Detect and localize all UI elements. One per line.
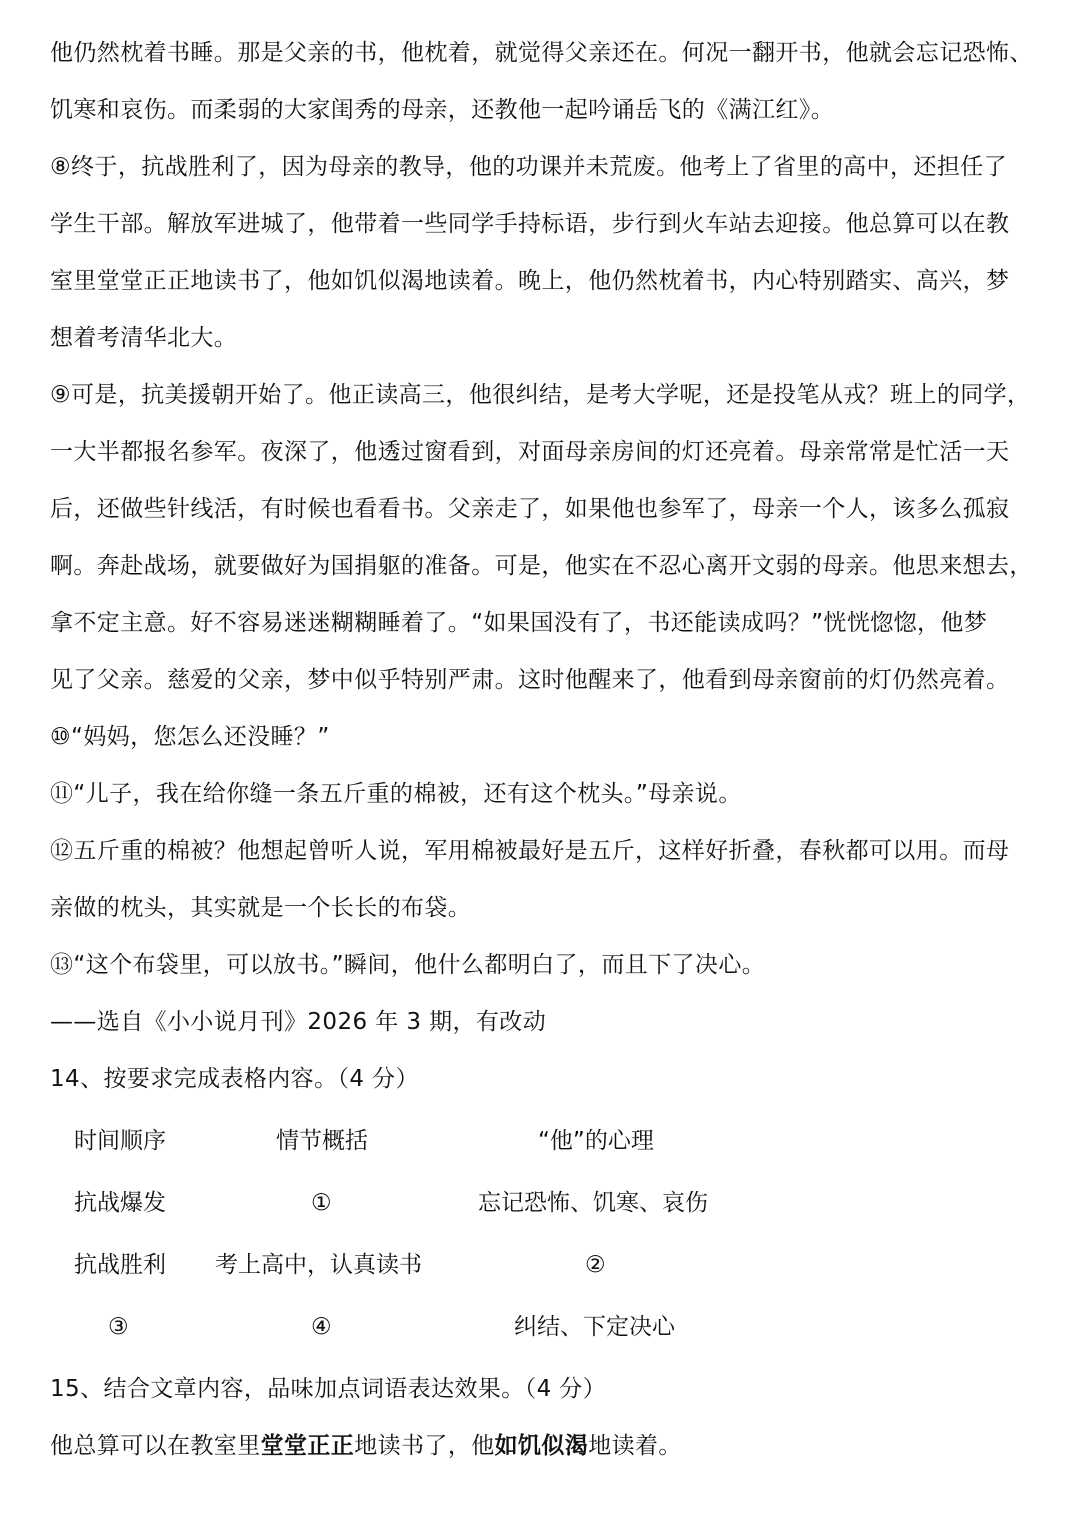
table-header: “他”的心理 xyxy=(538,1128,654,1154)
table-cell: ③ xyxy=(108,1314,129,1340)
passage-line: 学生干部。解放军进城了，他带着一些同学手持标语，步行到火车站去迎接。他总算可以在教 xyxy=(50,211,1010,237)
table-header: 时间顺序 xyxy=(74,1128,166,1154)
question-14-title: 14、按要求完成表格内容。（4 分） xyxy=(50,1066,419,1092)
table-cell: ① xyxy=(311,1190,332,1216)
emphasized-word: 如饥似渴 xyxy=(494,1433,589,1459)
sentence-text: 地读书了，他 xyxy=(354,1433,495,1459)
table-cell: 忘记恐怖、饥寒、哀伤 xyxy=(478,1190,708,1216)
paragraph-10: ⑩“妈妈，您怎么还没睡？” xyxy=(50,724,330,750)
sentence-text: 他总算可以在教室里 xyxy=(50,1433,261,1459)
emphasized-word: 堂堂正正 xyxy=(260,1433,355,1459)
passage-line: 他仍然枕着书睡。那是父亲的书，他枕着，就觉得父亲还在。何况一翻开书，他就会忘记恐怖、 xyxy=(50,40,1033,66)
passage-line: 啊。奔赴战场，就要做好为国捐躯的准备。可是，他实在不忍心离开文弱的母亲。他思来想去， xyxy=(50,553,1033,579)
paragraph-8: ⑧终于，抗战胜利了，因为母亲的教导，他的功课并未荒废。他考上了省里的高中，还担任了 xyxy=(50,154,1008,180)
table-cell: ② xyxy=(585,1252,606,1278)
table-cell: 抗战胜利 xyxy=(74,1252,166,1278)
passage-line: 见了父亲。慈爱的父亲，梦中似乎特别严肃。这时他醒来了，他看到母亲窗前的灯仍然亮着。 xyxy=(50,667,1010,693)
table-cell: 抗战爆发 xyxy=(74,1190,166,1216)
passage-line: 后，还做些针线活，有时候也看看书。父亲走了，如果他也参军了，母亲一个人，该多么孤寂 xyxy=(50,496,1010,522)
table-cell: ④ xyxy=(311,1314,332,1340)
paragraph-12: ⑫五斤重的棉被？他想起曾听人说，军用棉被最好是五斤，这样好折叠，春秋都可以用。而母 xyxy=(50,838,1010,864)
passage-line: 想着考清华北大。 xyxy=(50,325,238,351)
source-citation: ——选自《小小说月刊》2026 年 3 期，有改动 xyxy=(50,1009,547,1035)
passage-line: 亲做的枕头，其实就是一个长长的布袋。 xyxy=(50,895,472,921)
passage-line: 室里堂堂正正地读书了，他如饥似渴地读着。晚上，他仍然枕着书，内心特别踏实、高兴，梦 xyxy=(50,268,1010,294)
paragraph-13: ⑬“这个布袋里，可以放书。”瞬间，他什么都明白了，而且下了决心。 xyxy=(50,952,766,978)
passage-line: 饥寒和哀伤。而柔弱的大家闺秀的母亲，还教他一起吟诵岳飞的《满江红》。 xyxy=(50,97,835,123)
question-15-title: 15、结合文章内容，品味加点词语表达效果。（4 分） xyxy=(50,1376,607,1402)
passage-line: 拿不定主意。好不容易迷迷糊糊睡着了。“如果国没有了，书还能读成吗？”恍恍惚惚，他梦 xyxy=(50,610,988,636)
table-cell: 考上高中，认真读书 xyxy=(215,1252,422,1278)
passage-line: 一大半都报名参军。夜深了，他透过窗看到，对面母亲房间的灯还亮着。母亲常常是忙活一天 xyxy=(50,439,1010,465)
paragraph-9: ⑨可是，抗美援朝开始了。他正读高三，他很纠结，是考大学呢，还是投笔从戎？班上的同学， xyxy=(50,382,1031,408)
table-header: 情节概括 xyxy=(276,1128,368,1154)
paragraph-11: ⑪“儿子，我在给你缝一条五斤重的棉被，还有这个枕头。”母亲说。 xyxy=(50,781,742,807)
question-15-sentence xyxy=(50,1431,1040,1461)
sentence-text: 地读着。 xyxy=(588,1433,682,1459)
table-cell: 纠结、下定决心 xyxy=(514,1314,675,1340)
